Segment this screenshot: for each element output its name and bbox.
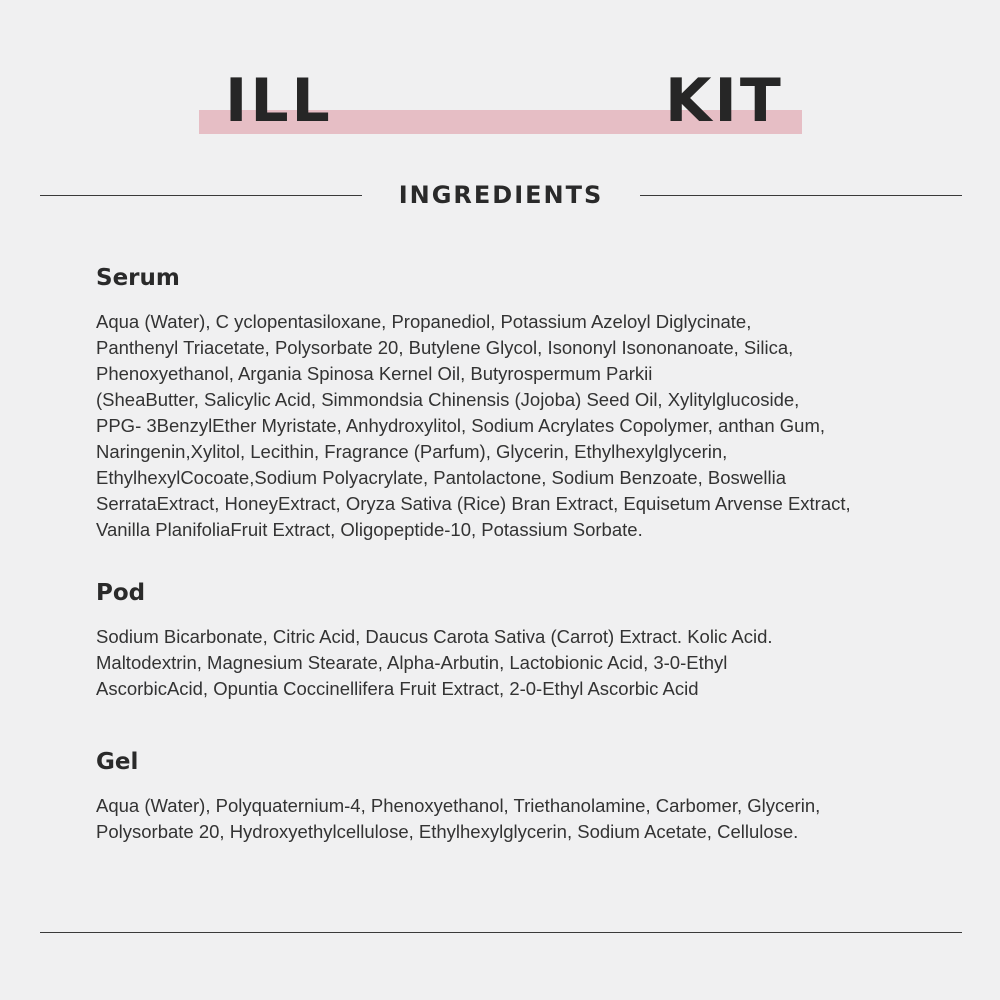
ingredient-line: (SheaButter, Salicylic Acid, Simmondsia Chinensis (Jojoba) Seed Oil, Xylitylglucoside, — [96, 389, 800, 410]
ingredient-line: AscorbicAcid, Opuntia Coccinellifera Fruit Extract, 2-0-Ethyl Ascorbic Acid — [96, 678, 699, 699]
section-heading: INGREDIENTS — [398, 181, 604, 209]
ingredient-line: Aqua (Water), C yclopentasiloxane, Propanediol, Potassium Azeloyl Diglycinate, — [96, 311, 752, 332]
footer-divider — [40, 932, 962, 933]
ingredient-line: Vanilla PlanifoliaFruit Extract, Oligopeptide-10, Potassium Sorbate. — [96, 519, 643, 540]
group-ingredients — [96, 624, 926, 702]
ingredient-group-pod — [96, 578, 926, 702]
ingredient-line: Maltodextrin, Magnesium Stearate, Alpha-Arbutin, Lactobionic Acid, 3-0-Ethyl — [96, 652, 728, 673]
group-title: Pod — [96, 580, 146, 606]
ingredient-line: PPG- 3BenzylEther Myristate, Anhydroxylitol, Sodium Acrylates Copolymer, anthan Gum, — [96, 415, 826, 436]
ingredient-line: Phenoxyethanol, Argania Spinosa Kernel Oil, Butyrospermum Parkii — [96, 363, 653, 384]
ingredient-group-gel — [96, 747, 926, 845]
ingredient-line: EthylhexylCocoate,Sodium Polyacrylate, Pantolactone, Sodium Benzoate, Boswellia — [96, 467, 787, 488]
title-word-left: ILL — [225, 66, 333, 136]
group-ingredients — [96, 309, 926, 543]
group-ingredients — [96, 793, 926, 845]
ingredient-line: SerrataExtract, HoneyExtract, Oryza Sativa (Rice) Bran Extract, Equisetum Arvense Extract, — [96, 493, 851, 514]
ingredient-line: Aqua (Water), Polyquaternium-4, Phenoxyethanol, Triethanolamine, Carbomer, Glycerin, — [96, 795, 821, 816]
heading-divider-left — [40, 195, 362, 196]
ingredient-line: Polysorbate 20, Hydroxyethylcellulose, Ethylhexylglycerin, Sodium Acetate, Cellulose. — [96, 821, 799, 842]
ingredient-line: Sodium Bicarbonate, Citric Acid, Daucus Carota Sativa (Carrot) Extract. Kolic Acid. — [96, 626, 773, 647]
group-title: Gel — [96, 749, 139, 775]
ingredient-group-serum — [96, 263, 926, 543]
title-word-right: KIT — [665, 66, 784, 136]
heading-divider-right — [640, 195, 962, 196]
ingredient-line: Panthenyl Triacetate, Polysorbate 20, Butylene Glycol, Isononyl Isononanoate, Silica, — [96, 337, 794, 358]
ingredient-line: Naringenin,Xylitol, Lecithin, Fragrance (Parfum), Glycerin, Ethylhexylglycerin, — [96, 441, 728, 462]
group-title: Serum — [96, 265, 180, 291]
